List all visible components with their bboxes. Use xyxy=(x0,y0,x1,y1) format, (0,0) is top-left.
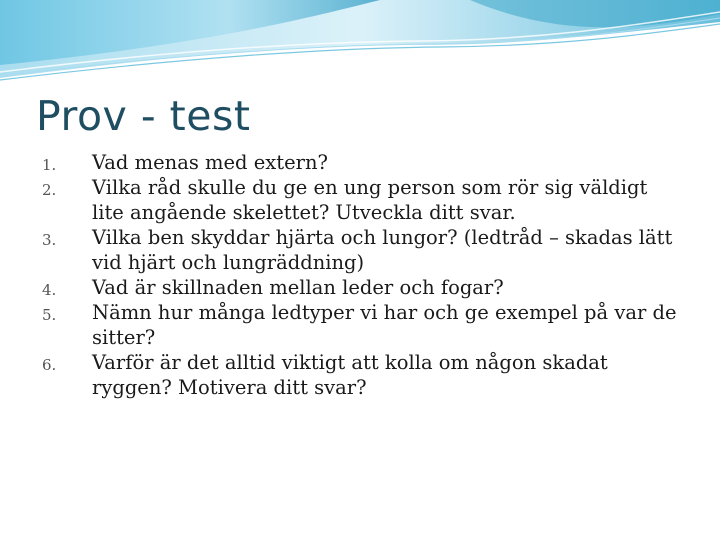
question-item-6 xyxy=(0,350,720,400)
question-text: Nämn hur många ledtyper vi har och ge exempel på var de sitter? xyxy=(92,301,677,349)
question-text: Varför är det alltid viktigt att kolla om någon skadat ryggen? Motivera ditt svar? xyxy=(92,351,608,399)
header-wave-decoration xyxy=(0,0,720,90)
question-item-4 xyxy=(0,275,720,300)
question-item-1 xyxy=(0,150,720,175)
question-list xyxy=(0,150,720,400)
question-item-3 xyxy=(0,225,720,275)
question-number: 6. xyxy=(42,356,57,374)
question-text: Vilka råd skulle du ge en ung person som rör sig väldigt lite angående skelettet? Utveckla ditt svar. xyxy=(92,176,648,224)
question-number: 4. xyxy=(42,281,57,299)
question-number: 2. xyxy=(42,181,57,199)
question-item-2 xyxy=(0,175,720,225)
question-text: Vad är skillnaden mellan leder och fogar? xyxy=(92,276,504,299)
slide-title: Prov - test xyxy=(36,92,251,140)
question-item-5 xyxy=(0,300,720,350)
question-number: 1. xyxy=(42,156,57,174)
question-number: 5. xyxy=(42,306,57,324)
question-number: 3. xyxy=(42,231,57,249)
question-text: Vad menas med extern? xyxy=(92,151,328,174)
question-text: Vilka ben skyddar hjärta och lungor? (ledtråd – skadas lätt vid hjärt och lungräddning) xyxy=(92,226,673,274)
